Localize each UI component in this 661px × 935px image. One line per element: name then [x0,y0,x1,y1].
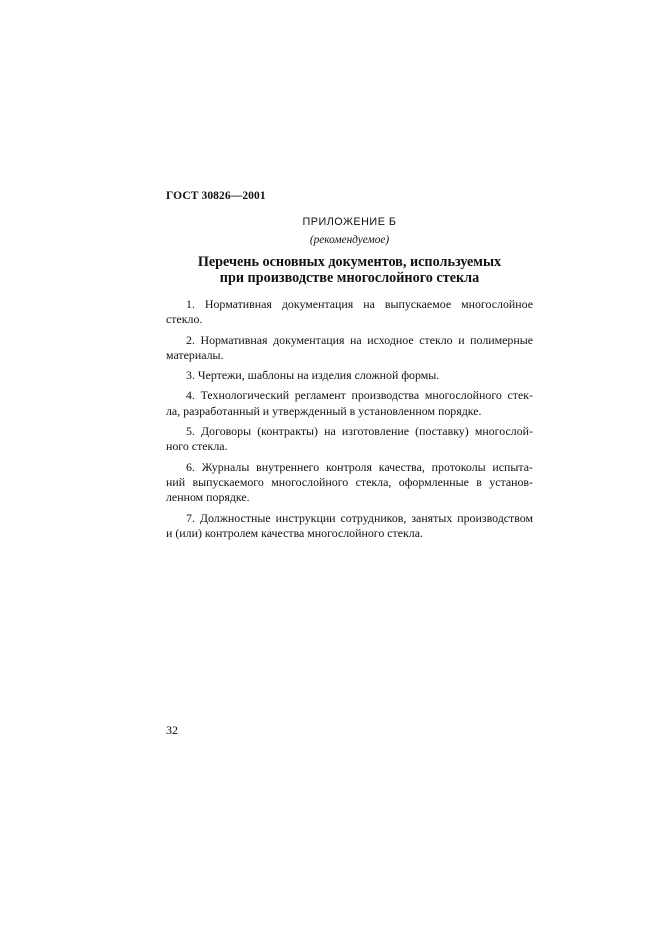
list-item-line: материалы. [166,347,224,362]
appendix-status: (рекомендуемое) [309,234,390,246]
page-number: 32 [166,723,178,737]
title-line: при производстве многослойного стекла [219,270,480,286]
list-item-line: 1. Нормативная документация на выпускаемое многослойное [186,297,533,311]
list-item [166,388,533,419]
appendix-label: ПРИЛОЖЕНИЕ Б [302,216,397,228]
title-line: Перечень основных документов, используемых [197,254,502,270]
list-item-line: ний выпускаемого многослойного стекла, оформленные в установ- [166,474,533,489]
list-item-line: ленном порядке. [166,490,250,505]
list-item [166,424,533,455]
list-item-line: ла, разработанный и утвержденный в установленном порядке. [166,403,482,418]
list-item [166,460,533,506]
list-item-line: 2. Нормативная документация на исходное стекло и полимерные [186,332,533,347]
list-item-line: 5. Договоры (контракты) на изготовление (поставку) многослой- [186,424,533,439]
list-item [166,511,533,542]
list-item-line: 6. Журналы внутреннего контроля качества, протоколы испыта- [186,459,533,474]
standard-code: ГОСТ 30826—2001 [166,190,266,202]
list-item-line: 4. Технологический регламент производства многослойного стек- [186,388,533,403]
document-list [166,297,533,546]
list-item-line: 7. Должностные инструкции сотрудников, занятых производством [186,510,533,525]
list-item [166,368,533,383]
list-item-line: и (или) контролем качества многослойного стекла. [166,525,423,540]
list-item-line: ного стекла. [166,439,228,454]
list-item-line: стекло. [166,312,203,327]
list-item [166,333,533,364]
list-item-line: 3. Чертежи, шаблоны на изделия сложной формы. [186,368,440,383]
list-item [166,297,533,328]
document-title [166,254,533,286]
